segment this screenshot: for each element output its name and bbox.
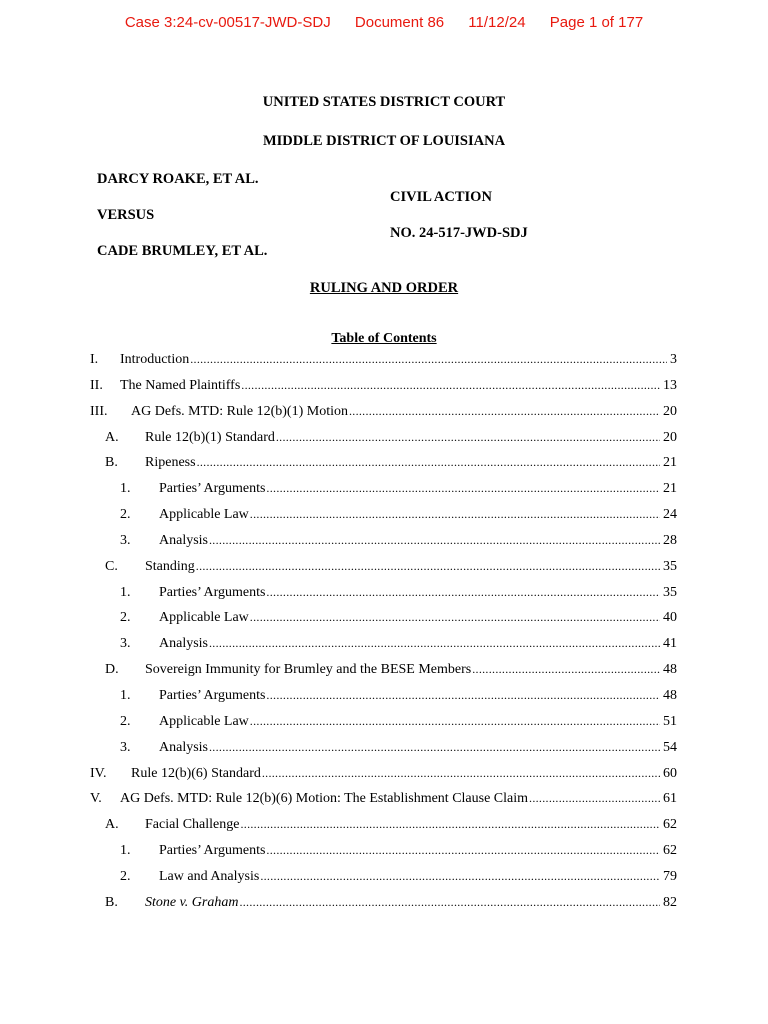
toc-entry[interactable]	[90, 347, 677, 373]
court-name: UNITED STATES DISTRICT COURT	[262, 94, 506, 110]
toc-entry-number: 3.	[120, 739, 131, 755]
toc-entry-page: 20	[663, 429, 677, 445]
toc-entry-page: 61	[663, 791, 677, 807]
toc-entry[interactable]	[90, 399, 677, 425]
toc-leader-dots	[241, 373, 660, 399]
toc-leader-dots	[266, 683, 660, 709]
toc-entry[interactable]	[90, 580, 677, 606]
toc-entry[interactable]	[90, 554, 677, 580]
toc-entry-title: Applicable Law	[159, 713, 249, 729]
toc-leader-dots	[209, 631, 660, 657]
toc-entry[interactable]	[90, 425, 677, 451]
toc-entry[interactable]	[90, 502, 677, 528]
toc-title: Table of Contents	[331, 331, 437, 346]
toc-entry[interactable]	[90, 657, 677, 683]
toc-entry-number: B.	[105, 894, 118, 910]
toc-entry-number: I.	[90, 352, 99, 367]
toc-entry-page: 41	[663, 636, 677, 652]
toc-leader-dots	[529, 786, 660, 812]
toc-entry-page: 35	[663, 558, 677, 574]
toc-leader-dots	[209, 735, 660, 761]
toc-entry-number: IV.	[90, 765, 107, 781]
toc-entry-title: Stone v. Graham	[145, 894, 239, 910]
toc-entry[interactable]	[90, 709, 677, 735]
toc-entry-number: 2.	[120, 713, 131, 729]
toc-entry-page: 54	[663, 739, 677, 755]
docket-number: NO. 24-517-JWD-SDJ	[390, 225, 528, 241]
toc-entry-page: 79	[663, 868, 677, 884]
versus-label: VERSUS	[97, 207, 155, 223]
toc-entry-title: Ripeness	[145, 455, 196, 471]
toc-entry-number: B.	[105, 455, 118, 471]
toc-entry-page: 60	[663, 765, 677, 781]
toc-entry-number: 1.	[120, 481, 131, 497]
toc-leader-dots	[240, 812, 660, 838]
toc-entry-title: AG Defs. MTD: Rule 12(b)(1) Motion	[131, 403, 348, 419]
toc-entry-page: 24	[663, 507, 677, 523]
toc-entry-page: 13	[663, 377, 677, 393]
toc-entry-page: 28	[663, 532, 677, 548]
toc-entry-page: 21	[663, 481, 677, 497]
toc-entry-title: Sovereign Immunity for Brumley and the BESE Members	[145, 662, 472, 678]
toc-entry[interactable]	[90, 838, 677, 864]
plaintiff-name: DARCY ROAKE, ET AL.	[97, 171, 259, 187]
toc-entry[interactable]	[90, 605, 677, 631]
toc-entry-page: 48	[663, 662, 677, 678]
case-number: Case 3:24-cv-00517-JWD-SDJ	[124, 14, 331, 31]
toc-leader-dots	[349, 399, 660, 425]
toc-leader-dots	[266, 580, 660, 606]
filed-date: 11/12/24	[468, 14, 526, 31]
toc-entry-page: 62	[663, 817, 677, 833]
toc-entry-number: 3.	[120, 636, 131, 652]
toc-entry-number: 1.	[120, 687, 131, 703]
toc-entry[interactable]	[90, 373, 677, 399]
toc-entry-number: 1.	[120, 843, 131, 859]
toc-entry-title: Parties’ Arguments	[159, 843, 266, 859]
toc-entry-title: Applicable Law	[159, 610, 249, 626]
toc-entry[interactable]	[90, 864, 677, 890]
toc-entry-title: Parties’ Arguments	[159, 687, 266, 703]
toc-leader-dots	[262, 761, 660, 787]
toc-entry-number: A.	[105, 817, 119, 833]
toc-entry-title: Analysis	[159, 532, 208, 548]
toc-entry[interactable]	[90, 786, 677, 812]
toc-leader-dots	[197, 450, 660, 476]
toc-leader-dots	[209, 528, 660, 554]
toc-entry-number: 2.	[120, 507, 131, 523]
toc-leader-dots	[250, 502, 660, 528]
toc-entry-title: AG Defs. MTD: Rule 12(b)(6) Motion: The Establishment Clause Claim	[120, 791, 529, 807]
toc-entry-number: C.	[105, 558, 118, 574]
page-count: Page 1 of 177	[549, 14, 644, 31]
toc-leader-dots	[190, 347, 667, 373]
toc-entry-number: 2.	[120, 610, 131, 626]
table-of-contents	[90, 347, 677, 916]
toc-leader-dots	[266, 838, 660, 864]
toc-entry-number: A.	[105, 429, 119, 445]
toc-leader-dots	[196, 554, 660, 580]
toc-leader-dots	[472, 657, 660, 683]
toc-entry-title: Rule 12(b)(1) Standard	[145, 429, 275, 445]
toc-entry-page: 21	[663, 455, 677, 471]
toc-entry-page: 3	[670, 352, 677, 367]
toc-entry-title: Introduction	[120, 352, 190, 367]
toc-leader-dots	[239, 890, 660, 916]
toc-leader-dots	[250, 605, 660, 631]
defendant-name: CADE BRUMLEY, ET AL.	[97, 243, 268, 259]
court-district: MIDDLE DISTRICT OF LOUISIANA	[262, 133, 506, 149]
toc-entry[interactable]	[90, 761, 677, 787]
toc-leader-dots	[250, 709, 660, 735]
toc-entry-page: 35	[663, 584, 677, 600]
toc-entry-page: 82	[663, 894, 677, 910]
case-header	[0, 14, 768, 31]
toc-entry[interactable]	[90, 683, 677, 709]
toc-entry-number: 3.	[120, 532, 131, 548]
toc-leader-dots	[266, 476, 660, 502]
toc-entry-title: Rule 12(b)(6) Standard	[131, 765, 261, 781]
toc-leader-dots	[276, 425, 660, 451]
toc-entry[interactable]	[90, 735, 677, 761]
toc-entry-title: Facial Challenge	[145, 817, 240, 833]
toc-entry-page: 51	[663, 713, 677, 729]
toc-entry-title: Parties’ Arguments	[159, 584, 266, 600]
toc-entry-title: Analysis	[159, 739, 208, 755]
ruling-title: RULING AND ORDER	[309, 280, 459, 296]
toc-entry-number: II.	[90, 377, 103, 393]
toc-entry-number: III.	[90, 403, 108, 419]
toc-entry[interactable]	[90, 890, 677, 916]
toc-entry-number: 2.	[120, 868, 131, 884]
toc-entry-number: 1.	[120, 584, 131, 600]
toc-entry[interactable]	[90, 476, 677, 502]
toc-entry-number: V.	[90, 791, 102, 807]
toc-entry-title: Applicable Law	[159, 507, 249, 523]
toc-entry-title: Parties’ Arguments	[159, 481, 266, 497]
toc-entry[interactable]	[90, 528, 677, 554]
toc-entry-page: 20	[663, 403, 677, 419]
toc-entry-title: Standing	[145, 558, 195, 574]
toc-entry[interactable]	[90, 631, 677, 657]
toc-entry-title: The Named Plaintiffs	[120, 377, 241, 393]
toc-entry[interactable]	[90, 450, 677, 476]
toc-entry-page: 48	[663, 687, 677, 703]
toc-entry-number: D.	[105, 662, 119, 678]
toc-entry-page: 62	[663, 843, 677, 859]
civil-action-label: CIVIL ACTION	[390, 189, 492, 205]
toc-entry-title: Analysis	[159, 636, 208, 652]
document-number: Document 86	[354, 14, 445, 31]
toc-entry-page: 40	[663, 610, 677, 626]
toc-leader-dots	[260, 864, 660, 890]
toc-entry-title: Law and Analysis	[159, 868, 260, 884]
toc-entry[interactable]	[90, 812, 677, 838]
